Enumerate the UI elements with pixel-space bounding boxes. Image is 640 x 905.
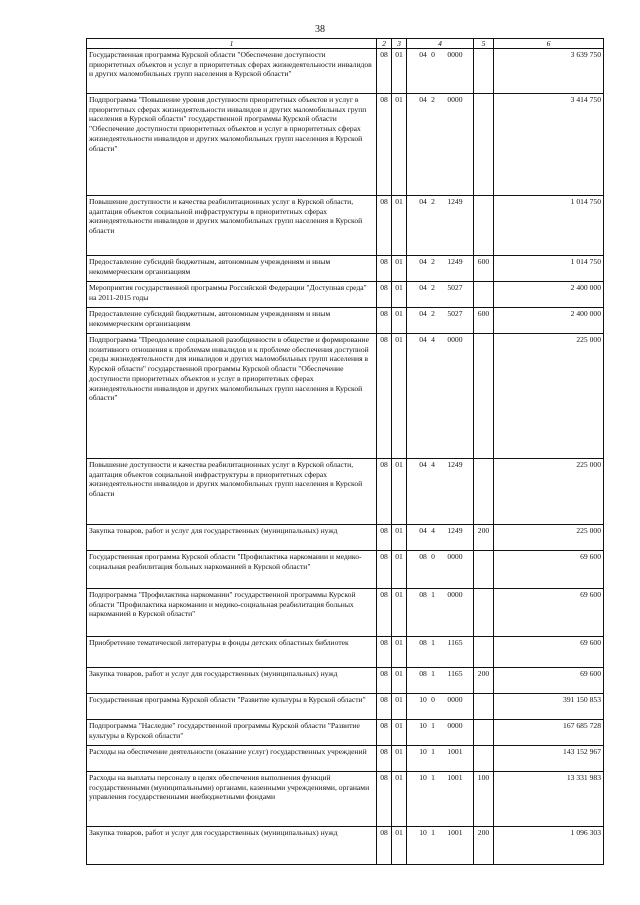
row-sum: 225 000 [494,525,604,551]
row-subsection-code: 01 [392,637,407,668]
table-row [87,334,604,459]
row-expense-type-code [474,694,494,720]
table-row [87,589,604,637]
target-article-part: 04 [419,257,427,266]
row-expense-type-code [474,589,494,637]
target-article-part: 2 [431,95,435,104]
table-row [87,720,604,746]
row-expense-type-code [474,196,494,256]
target-article-part: 04 [419,95,427,104]
row-name: Закупка товаров, работ и услуг для государственных (муниципальных) нужд [87,827,377,865]
row-sum: 1 096 303 [494,827,604,865]
budget-table [86,38,604,865]
target-article-part: 1249 [447,526,463,535]
target-article-part: 0 [431,50,435,59]
table-row [87,772,604,827]
row-section-code: 08 [377,668,392,694]
col-header-pr: 3 [392,39,407,49]
row-section-code: 08 [377,459,392,525]
row-sum: 1 014 750 [494,256,604,282]
target-article-part: 1 [431,669,435,678]
row-sum: 69 600 [494,637,604,668]
target-article-part: 04 [419,460,427,469]
target-article-part: 04 [419,197,427,206]
row-sum: 69 600 [494,589,604,637]
row-expense-type-code: 200 [474,668,494,694]
row-name: Расходы на обеспечение деятельности (оказание услуг) государственных учреждений [87,746,377,772]
target-article-part: 2 [431,257,435,266]
row-subsection-code: 01 [392,589,407,637]
table-row [87,694,604,720]
table-row [87,94,604,196]
target-article-part: 4 [431,335,435,344]
target-article-part: 1 [431,828,435,837]
row-target-article-code [407,637,474,668]
row-subsection-code: 01 [392,308,407,334]
row-expense-type-code: 600 [474,308,494,334]
table-row [87,637,604,668]
col-header-sum: 6 [494,39,604,49]
table-row [87,49,604,94]
row-section-code: 08 [377,720,392,746]
target-article-part: 04 [419,335,427,344]
row-target-article-code [407,334,474,459]
col-header-rz: 2 [377,39,392,49]
row-section-code: 08 [377,827,392,865]
target-article-part: 0000 [447,695,463,704]
row-section-code: 08 [377,308,392,334]
row-expense-type-code [474,720,494,746]
target-article-part: 0 [431,695,435,704]
target-article-part: 0 [431,552,435,561]
row-sum: 69 600 [494,668,604,694]
row-sum: 391 150 853 [494,694,604,720]
row-section-code: 08 [377,551,392,589]
target-article-part: 1 [431,773,435,782]
row-name: Государственная программа Курской области "Профилактика наркомании и медико-социальная реабилитация больных наркоманией в Курской области" [87,551,377,589]
target-article-part: 08 [419,590,427,599]
row-name: Повышение доступности и качества реабилитационных услуг в Курской области, адаптация объектов социальной инфраструктуры в приоритетных сферах жизнедеятельности инвалидов и других маломобильных групп населения в Курской области [87,196,377,256]
row-section-code: 08 [377,334,392,459]
target-article-part: 04 [419,526,427,535]
page-number: 38 [315,24,325,35]
row-section-code: 08 [377,49,392,94]
row-section-code: 08 [377,589,392,637]
row-sum: 167 685 728 [494,720,604,746]
target-article-part: 1 [431,638,435,647]
row-name: Подпрограмма "Профилактика наркомании" государственной программы Курской области "Профилактика наркомании и медико-социальная реабилитация больных наркоманией в Курской области" [87,589,377,637]
target-article-part: 1 [431,747,435,756]
target-article-part: 4 [431,526,435,535]
row-name: Приобретение тематической литературы в фонды детских областных библиотек [87,637,377,668]
table-row [87,256,604,282]
row-subsection-code: 01 [392,334,407,459]
table-row [87,827,604,865]
table-row [87,196,604,256]
row-target-article-code [407,94,474,196]
row-target-article-code [407,746,474,772]
row-name: Государственная программа Курской области "Развитие культуры в Курской области" [87,694,377,720]
row-expense-type-code [474,551,494,589]
col-header-name: 1 [87,39,377,49]
row-name: Закупка товаров, работ и услуг для государственных (муниципальных) нужд [87,525,377,551]
target-article-part: 0000 [447,552,463,561]
row-name: Государственная программа Курской области "Обеспечение доступности приоритетных объектов и услуг в приоритетных сферах жизнедеятельности инвалидов и других маломобильных групп населения в Курской области" [87,49,377,94]
row-expense-type-code: 100 [474,772,494,827]
row-subsection-code: 01 [392,668,407,694]
row-sum: 3 639 750 [494,49,604,94]
row-sum: 2 400 000 [494,282,604,308]
target-article-part: 0000 [447,335,463,344]
target-article-part: 2 [431,197,435,206]
row-subsection-code: 01 [392,827,407,865]
row-subsection-code: 01 [392,772,407,827]
row-expense-type-code [474,94,494,196]
row-subsection-code: 01 [392,694,407,720]
table-row [87,746,604,772]
target-article-part: 0000 [447,590,463,599]
row-target-article-code [407,256,474,282]
row-section-code: 08 [377,525,392,551]
target-article-part: 10 [419,773,427,782]
row-expense-type-code [474,746,494,772]
target-article-part: 10 [419,747,427,756]
row-sum: 13 331 983 [494,772,604,827]
row-expense-type-code: 200 [474,525,494,551]
col-header-csr: 4 [407,39,474,49]
row-subsection-code: 01 [392,525,407,551]
row-expense-type-code [474,334,494,459]
target-article-part: 1249 [447,257,463,266]
row-section-code: 08 [377,196,392,256]
row-target-article-code [407,551,474,589]
row-target-article-code [407,49,474,94]
target-article-part: 1001 [447,773,463,782]
target-article-part: 2 [431,283,435,292]
row-sum: 3 414 750 [494,94,604,196]
row-target-article-code [407,525,474,551]
row-target-article-code [407,282,474,308]
row-name: Подпрограмма "Преодоление социальной разобщенности в обществе и формирование позитивного отношения к проблемам инвалидов и к проблеме обеспечения доступной среды жизнедеятельности для инвалидов и других маломобильных групп населения в Курской области" государственной программы Курской области "Обеспечение доступности приоритетных объектов и услуг в приоритетных сферах жизнедеятельности инвалидов и других маломобильных групп населения в Курской области" [87,334,377,459]
row-subsection-code: 01 [392,282,407,308]
row-target-article-code [407,827,474,865]
target-article-part: 1001 [447,747,463,756]
table-row [87,459,604,525]
target-article-part: 0000 [447,50,463,59]
row-name: Мероприятия государственной программы Российской Федерации "Доступная среда" на 2011-2015 годы [87,282,377,308]
row-name: Подпрограмма "Повышение уровня доступности приоритетных объектов и услуг в приоритетных сферах жизнедеятельности инвалидов и других маломобильных групп населения в Курской области" государственной программы Курской области "Обеспечение доступности приоритетных объектов и услуг в приоритетных сферах жизнедеятельности инвалидов и других маломобильных групп населения в Курской области" [87,94,377,196]
header-row [87,39,604,49]
row-target-article-code [407,694,474,720]
row-expense-type-code [474,49,494,94]
target-article-part: 1001 [447,828,463,837]
row-subsection-code: 01 [392,94,407,196]
row-subsection-code: 01 [392,720,407,746]
row-subsection-code: 01 [392,459,407,525]
table-row [87,525,604,551]
target-article-part: 1165 [447,669,463,678]
target-article-part: 1249 [447,197,463,206]
target-article-part: 08 [419,552,427,561]
row-expense-type-code: 200 [474,827,494,865]
row-sum: 143 152 967 [494,746,604,772]
table-row [87,308,604,334]
row-subsection-code: 01 [392,551,407,589]
row-section-code: 08 [377,694,392,720]
target-article-part: 1 [431,590,435,599]
row-sum: 69 600 [494,551,604,589]
row-section-code: 08 [377,282,392,308]
target-article-part: 1165 [447,638,463,647]
row-target-article-code [407,772,474,827]
row-name: Предоставление субсидий бюджетным, автономным учреждениям и иным некоммерческим организациям [87,308,377,334]
target-article-part: 1249 [447,460,463,469]
row-subsection-code: 01 [392,196,407,256]
target-article-part: 10 [419,721,427,730]
target-article-part: 10 [419,695,427,704]
target-article-part: 0000 [447,721,463,730]
row-section-code: 08 [377,94,392,196]
row-expense-type-code [474,282,494,308]
target-article-part: 04 [419,50,427,59]
row-name: Подпрограмма "Наследие" государственной программы Курской области "Развитие культуры в Курской области" [87,720,377,746]
row-subsection-code: 01 [392,746,407,772]
row-name: Предоставление субсидий бюджетным, автономным учреждениям и иным некоммерческим организациям [87,256,377,282]
row-target-article-code [407,308,474,334]
target-article-part: 4 [431,460,435,469]
row-section-code: 08 [377,256,392,282]
row-subsection-code: 01 [392,256,407,282]
row-target-article-code [407,720,474,746]
row-name: Закупка товаров, работ и услуг для государственных (муниципальных) нужд [87,668,377,694]
target-article-part: 5027 [447,283,463,292]
row-expense-type-code [474,637,494,668]
col-header-vr: 5 [474,39,494,49]
row-sum: 225 000 [494,459,604,525]
row-name: Повышение доступности и качества реабилитационных услуг в Курской области, адаптация объектов социальной инфраструктуры в приоритетных сферах жизнедеятельности инвалидов и других маломобильных групп населения в Курской области [87,459,377,525]
row-subsection-code: 01 [392,49,407,94]
target-article-part: 10 [419,828,427,837]
row-section-code: 08 [377,746,392,772]
row-sum: 225 000 [494,334,604,459]
row-section-code: 08 [377,637,392,668]
row-target-article-code [407,589,474,637]
table-row [87,551,604,589]
target-article-part: 2 [431,309,435,318]
row-sum: 1 014 750 [494,196,604,256]
row-sum: 2 400 000 [494,308,604,334]
target-article-part: 5027 [447,309,463,318]
target-article-part: 1 [431,721,435,730]
row-target-article-code [407,196,474,256]
table-row [87,668,604,694]
row-target-article-code [407,668,474,694]
target-article-part: 08 [419,638,427,647]
row-target-article-code [407,459,474,525]
target-article-part: 04 [419,309,427,318]
target-article-part: 08 [419,669,427,678]
target-article-part: 04 [419,283,427,292]
row-section-code: 08 [377,772,392,827]
table-row [87,282,604,308]
target-article-part: 0000 [447,95,463,104]
row-expense-type-code [474,459,494,525]
row-expense-type-code: 600 [474,256,494,282]
row-name: Расходы на выплаты персоналу в целях обеспечения выполнения функций государственными (муниципальными) органами, казенными учреждениями, органами управления государственными внебюджетными фондами [87,772,377,827]
